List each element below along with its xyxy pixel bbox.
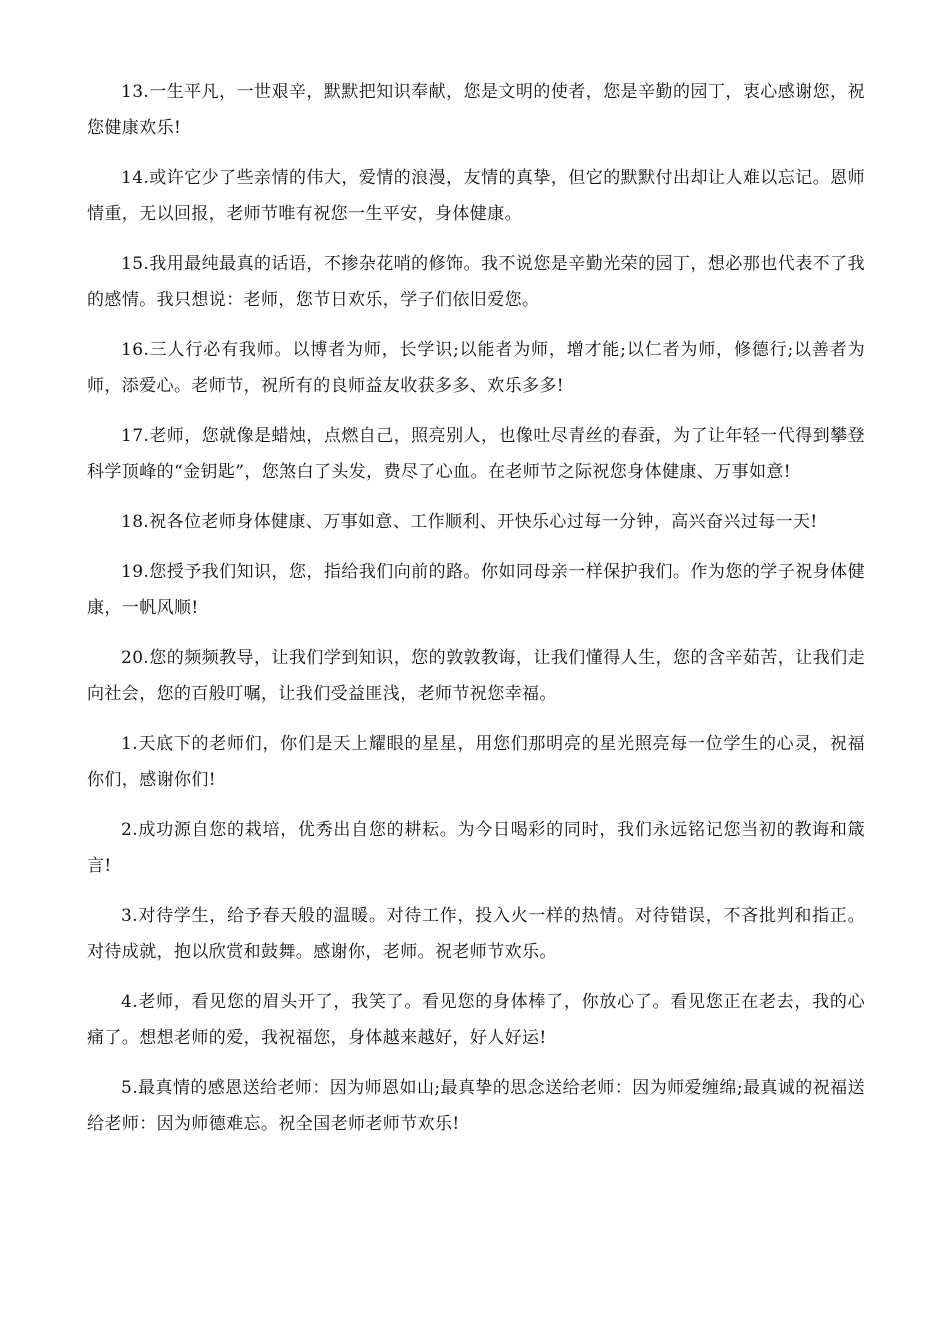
paragraph-13: 13.一生平凡，一世艰辛，默默把知识奉献，您是文明的使者，您是辛勤的园丁，衷心感谢您，祝您健康欢乐! [87, 82, 865, 138]
paragraph-20: 20.您的频频教导，让我们学到知识，您的敦敦教诲，让我们懂得人生，您的含辛茹苦，让我们走向社会，您的百般叮嘱，让我们受益匪浅，老师节祝您幸福。 [87, 648, 865, 704]
paragraph-17: 17.老师，您就像是蜡烛，点燃自己，照亮别人，也像吐尽青丝的春蚕，为了让年轻一代得到攀登科学顶峰的“金钥匙”，您煞白了头发，费尽了心血。在老师节之际祝您身体健康、万事如意! [87, 426, 865, 482]
paragraph-16: 16.三人行必有我师。以博者为师，长学识;以能者为师，增才能;以仁者为师，修德行;以善者为师，添爱心。老师节，祝所有的良师益友收获多多、欢乐多多! [87, 340, 865, 396]
paragraph-1: 1.天底下的老师们，你们是天上耀眼的星星，用您们那明亮的星光照亮每一位学生的心灵，祝福你们，感谢你们! [87, 734, 865, 790]
paragraph-19: 19.您授予我们知识，您，指给我们向前的路。你如同母亲一样保护我们。作为您的学子祝身体健康，一帆风顺! [87, 562, 865, 618]
paragraph-2: 2.成功源自您的栽培，优秀出自您的耕耘。为今日喝彩的同时，我们永远铭记您当初的教诲和箴言! [87, 820, 865, 876]
paragraph-5: 5.最真情的感恩送给老师：因为师恩如山;最真挚的思念送给老师：因为师爱缠绵;最真诚的祝福送给老师：因为师德难忘。祝全国老师老师节欢乐! [87, 1078, 865, 1134]
paragraph-15: 15.我用最纯最真的话语，不掺杂花哨的修饰。我不说您是辛勤光荣的园丁，想必那也代表不了我的感情。我只想说：老师，您节日欢乐，学子们依旧爱您。 [87, 254, 865, 310]
paragraph-3: 3.对待学生，给予春天般的温暖。对待工作，投入火一样的热情。对待错误，不吝批判和指正。对待成就，抱以欣赏和鼓舞。感谢你，老师。祝老师节欢乐。 [87, 906, 865, 962]
paragraph-4: 4.老师，看见您的眉头开了，我笑了。看见您的身体棒了，你放心了。看见您正在老去，我的心痛了。想想老师的爱，我祝福您，身体越来越好，好人好运! [87, 992, 865, 1048]
paragraph-14: 14.或许它少了些亲情的伟大，爱情的浪漫，友情的真挚，但它的默默付出却让人难以忘记。恩师情重，无以回报，老师节唯有祝您一生平安，身体健康。 [87, 168, 865, 224]
document-body [87, 74, 865, 1156]
paragraph-18: 18.祝各位老师身体健康、万事如意、工作顺利、开快乐心过每一分钟，高兴奋兴过每一天! [121, 512, 818, 532]
